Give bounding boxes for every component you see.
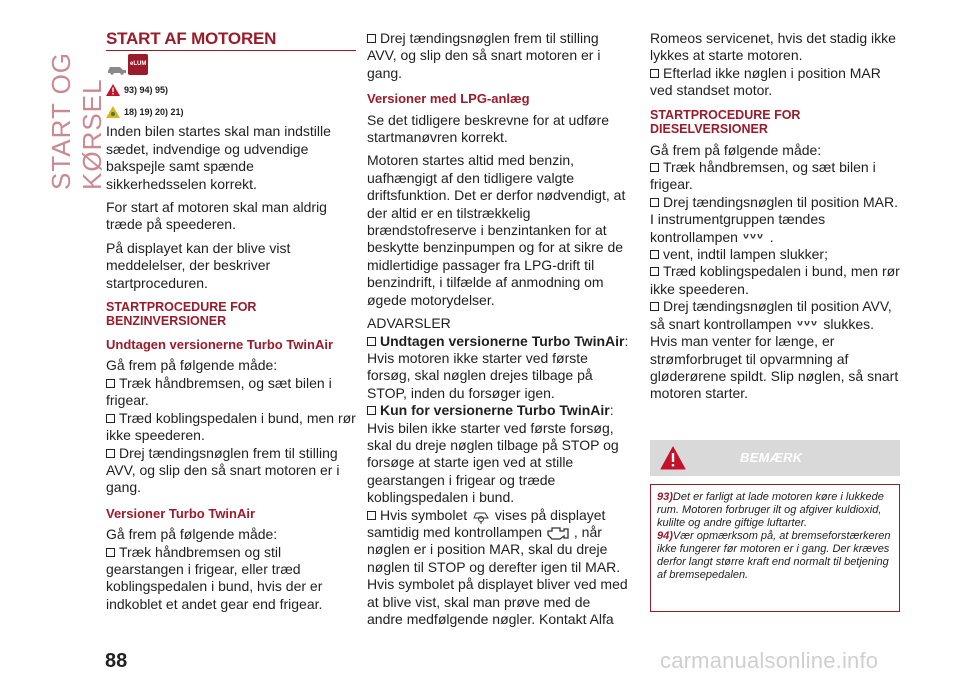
note-item [657,491,894,530]
bullet-item [367,333,629,350]
paragraph: Motoren startes altid med benzin, uafhængigt af den tidligere valgte driftsfunktion. Det er derfor nødvendigt, at der altid er en tilstrækkelig brændstofreserve i benzintanken for at beskytte benzinpumpen og for at sikre de midlertidige passager fra LPG-drift til benzindrift, i tilfælde af anmodning om øgede motorydelser. [367,152,626,308]
note-item [657,530,894,582]
note-number: 93) [657,491,673,503]
note-text: Vær opmærksom på, at bremseforstærkeren ikke fungerer før motoren er i gang. Der kræves derfor langt større kraft end normalt til betjening af bremsepedalen. [657,530,891,581]
bullet-text: Hvis symbolet [380,506,468,523]
warning-text: Hvis motoren ikke starter ved første forsøg, skal nøglen drejes tilbage på STOP, inden du forsøger igen. [367,349,593,401]
bullet-text: Træd koblingspedalen i bund, men rør ikke speederen. [650,263,900,297]
warning-text: Hvis bilen ikke starter ved første forsøg, skal du dreje nøglen tilbage på STOP og forsøge at starte igen ved at stille gearstangen i frigear og træde koblingspedalen i bund. [367,419,619,506]
note-body [650,484,900,612]
checkbox-bullet-icon [367,511,376,520]
elum-badge: eLUM [128,54,148,75]
bullet-text: Træk håndbremsen, og sæt bilen i frigear. [106,374,332,409]
intro-text: Gå frem på følgende måde: [650,141,822,158]
checkbox-bullet-icon [650,69,659,78]
warning-refs-row-2 [106,101,356,123]
section-side-title: START OG KØRSEL [46,51,107,190]
column-2 [367,30,629,628]
watermark-footer: carmanualsonline.info [660,648,879,673]
column-1 [106,30,356,613]
glow-plug-icon [796,319,820,331]
intro-text: Gå frem på følgende måde: [106,357,278,374]
bullet-item [106,445,356,497]
bullet-bold: Undtagen versionerne Turbo TwinAir [380,332,625,349]
danger-triangle-icon [106,84,120,96]
bullet-text: Efterlad ikke nøglen i position MAR ved standset motor. [650,64,881,99]
bullet-text: Træk håndbremsen og stil gearstangen i frigear, eller træd koblingspedalen i bund, hvis der er indkoblet et andet gear end frigear. [106,543,323,612]
checkbox-bullet-icon [106,379,115,388]
paragraph: For start af motoren skal man aldrig træde på speederen. [106,199,327,233]
bullet-text: Drej tændingsnøglen til position MAR. I instrumentgruppen tændes kontrollampen [650,193,898,245]
paragraph: Romeos servicenet, hvis det stadig ikke lykkes at starte motoren. [650,30,896,64]
bullet-item [106,544,356,614]
car-key-icon [106,61,128,75]
bullet-item [106,410,356,445]
bullet-text: Træk håndbremsen, og sæt bilen i frigear. [650,159,876,193]
bullet-text: Træd koblingspedalen i bund, men rør ikke speederen. [106,409,356,444]
warning-refs-row-1 [106,79,356,101]
paragraph: Se det tidligere beskrevne for at udføre startmanøvren korrekt. [367,111,610,146]
bullet-item [367,402,629,419]
heading-diesel: STARTPROCEDURE FOR DIESELVERSIONER [650,107,801,136]
bullet-text: Drej tændingsnøglen til position AVV, så snart kontrollampen [650,298,892,332]
page-title: START AF MOTOREN [106,30,356,51]
bullet-item [367,30,629,82]
bullet-item [650,65,900,100]
checkbox-bullet-icon [367,34,376,43]
immobilizer-key-icon [471,508,491,524]
environment-triangle-icon [106,106,120,118]
checkbox-bullet-icon [650,198,659,207]
glow-plug-icon [742,232,766,244]
subheading-twinair: Versioner Turbo TwinAir [106,505,256,521]
engine-warning-icon [546,525,570,541]
bullet-text: Drej tændingsnøglen frem til stilling AVV, og slip den så snart motoren er i gang. [367,30,601,81]
bullet-item [650,246,900,263]
checkbox-bullet-icon [106,548,115,557]
column-3 [650,30,900,403]
bullet-text: slukkes. [823,315,874,332]
elum-row [106,57,356,79]
note-number: 94) [657,530,673,542]
bullet-item [650,298,900,333]
bullet-text: vises på displayet samtidig med kontrollampen [367,506,606,540]
heading-benzin: STARTPROCEDURE FOR BENZINVERSIONER [106,300,257,329]
bullet-item [367,507,629,629]
checkbox-bullet-icon [650,267,659,276]
note-header-label: BEMÆRK [740,450,803,465]
checkbox-bullet-icon [650,250,659,259]
colon: : [609,402,614,419]
note-box [650,440,900,612]
checkbox-bullet-icon [106,414,115,423]
checkbox-bullet-icon [367,337,376,346]
warning-refs-1: 93) 94) 95) [124,84,169,95]
paragraph: Inden bilen startes skal man indstille sædet, indvendige og udvendige bakspejle samt spænde sikkerhedsselen korrekt. [106,123,331,192]
checkbox-bullet-icon [367,406,376,415]
bullet-text: , når nøglen er i position MAR, skal du dreje nøglen til STOP og derefter igen til MAR. Hvis symbolet på displayet bliver ved med at blive vist, skal man prøve med de andre medfølgende nøgler. Kontakt Alfa [367,523,628,627]
note-text: Det er farligt at lade motoren køre i lukkede rum. Motoren forbruger ilt og afgiver kuldioxid, kulilte og andre giftige luftarter. [657,491,884,529]
checkbox-bullet-icon [106,449,115,458]
page-number: 88 [105,650,128,672]
bullet-item [106,375,356,410]
warnings-label: ADVARSLER [367,315,451,332]
bullet-text: Drej tændingsnøglen frem til stilling AVV, og slip den så snart motoren er i gang. [106,444,340,496]
bullet-text: vent, indtil lampen slukker; [663,246,828,263]
bullet-item [650,194,900,246]
paragraph: Hvis man venter for længe, er strømforbruget til opvarmning af gløderørene spildt. Slip nøglen, så snart motoren starter. [650,333,899,402]
bullet-bold: Kun for versionerne Turbo TwinAir [380,402,610,419]
warning-refs-2: 18) 19) 20) 21) [124,106,184,117]
intro-text: Gå frem på følgende måde: [106,526,278,543]
danger-triangle-icon [660,446,686,470]
colon: : [624,332,629,349]
bullet-item [650,159,900,194]
checkbox-bullet-icon [650,163,659,172]
paragraph: På displayet kan der blive vist meddelelser, der beskriver startproceduren. [106,239,291,291]
bullet-item [650,263,900,298]
note-header [650,440,900,476]
subheading-excl-twinair: Undtagen versionerne Turbo TwinAir [106,337,334,353]
checkbox-bullet-icon [650,302,659,311]
bullet-text: . [769,228,774,245]
subheading-lpg: Versioner med LPG-anlæg [367,91,530,107]
